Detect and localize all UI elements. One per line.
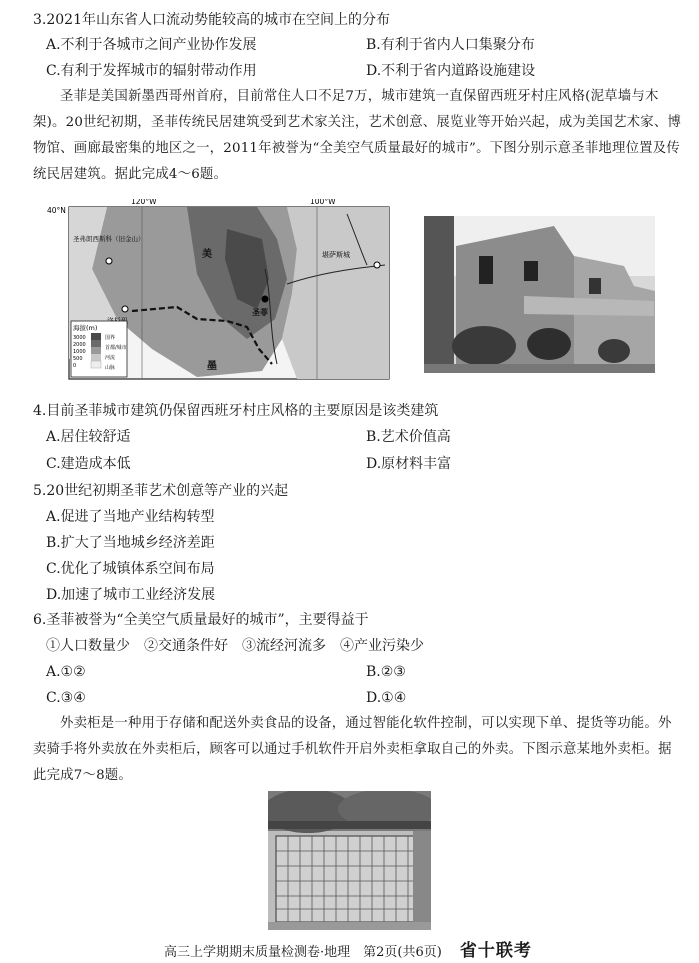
legend-elev-1: 2000 — [73, 342, 86, 348]
delivery-locker-photo — [268, 791, 431, 930]
q3-stem: 3.2021年山东省人口流动势能较高的城市在空间上的分布 — [33, 12, 390, 28]
label-country-us: 美 — [202, 249, 212, 260]
terrain-plain — [282, 207, 389, 379]
legend-elev-3: 500 — [73, 356, 83, 362]
label-lon-right: 100°W — [310, 199, 336, 206]
map-graphic — [47, 199, 403, 384]
photo-graphic — [424, 216, 655, 373]
legend-elev-2: 1000 — [73, 349, 86, 355]
legend-item-1: 首都/城市 — [105, 345, 127, 351]
passage-santa-fe: 圣菲是美国新墨西哥州首府，目前常住人口不足7万，城市建筑一直保留西班牙村庄风格(泥草墙与木架)。20世纪初期，圣菲传统民居建筑受到艺术家关注，艺术创意、展览业等开始兴起，成为美国艺术家、博物馆、画廊最密集的地区之一，2011年被誉为“全美空气质量最好的城市”。下图分别示意圣菲地理位置及传统民居建筑。据此完成4～6题。 — [33, 89, 682, 182]
q5-option-c: C.优化了城镇体系空间布局 — [46, 561, 215, 577]
legend-item-3: 山脉 — [105, 365, 116, 371]
label-city-sf: 圣弗朗西斯科（旧金山） — [73, 235, 145, 243]
q6-option-d: D.①④ — [366, 690, 407, 706]
city-marker-kc — [374, 262, 380, 268]
q3-option-c: C.有利于发挥城市的辐射带动作用 — [46, 63, 257, 79]
q3-option-a: A.不利于各城市之间产业协作发展 — [46, 37, 257, 53]
legend-item-0: 国界 — [105, 335, 116, 341]
q4-option-d: D.原材料丰富 — [366, 456, 452, 472]
footer-text: 高三上学期期末质量检测卷·地理 第2页(共6页) — [164, 945, 442, 960]
q5-option-d: D.加速了城市工业经济发展 — [46, 587, 216, 603]
q6-stem: 6.圣菲被誉为“全美空气质量最好的城市”，主要得益于 — [33, 612, 369, 628]
adobe-building-photo — [424, 216, 655, 373]
legend-item-2: 河流 — [105, 355, 116, 361]
label-city-santa-fe: 圣菲 — [252, 308, 268, 317]
legend-elev-4: 0 — [73, 363, 77, 369]
label-country-mx: 墨 — [207, 361, 217, 372]
footer-brand: 省十联考 — [459, 941, 532, 961]
q6-option-a: A.①② — [46, 664, 86, 680]
label-lon-left: 120°W — [131, 199, 157, 206]
q5-stem: 5.20世纪初期圣菲艺术创意等产业的兴起 — [33, 483, 289, 499]
q6-choices: ①人口数量少 ②交通条件好 ③流经河流多 ④产业污染少 — [46, 638, 424, 654]
q6-option-b: B.②③ — [366, 664, 406, 680]
q4-option-c: C.建造成本低 — [46, 456, 131, 472]
locker-graphic — [268, 791, 431, 930]
page-footer — [164, 936, 532, 961]
q5-option-b: B.扩大了当地城乡经济差距 — [46, 535, 215, 551]
q3-option-b: B.有利于省内人口集聚分布 — [366, 37, 535, 53]
q4-option-a: A.居住较舒适 — [46, 429, 131, 445]
q3-option-d: D.不利于省内道路设施建设 — [366, 63, 536, 79]
city-marker-sf — [106, 258, 112, 264]
passage-delivery-locker: 外卖柜是一种用于存储和配送外卖食品的设备，通过智能化软件控制，可以实现下单、提货等功能。外卖骑手将外卖放在外卖柜后，顾客可以通过手机软件开启外卖柜拿取自己的外卖。下图示意某地外卖柜。据此完成7～8题。 — [33, 716, 672, 783]
santa-fe-location-map — [47, 199, 403, 384]
q5-option-a: A.促进了当地产业结构转型 — [46, 509, 215, 525]
label-city-kc: 堪萨斯城 — [322, 251, 350, 259]
legend-elev-0: 3000 — [73, 335, 86, 341]
city-marker-la — [122, 306, 128, 312]
city-marker-santa-fe — [262, 296, 269, 303]
q4-option-b: B.艺术价值高 — [366, 429, 451, 445]
legend-title: 海拔(m) — [73, 324, 98, 332]
q4-stem: 4.目前圣菲城市建筑仍保留西班牙村庄风格的主要原因是该类建筑 — [33, 403, 439, 419]
q6-option-c: C.③④ — [46, 690, 86, 706]
label-lat: 40°N — [47, 206, 66, 215]
